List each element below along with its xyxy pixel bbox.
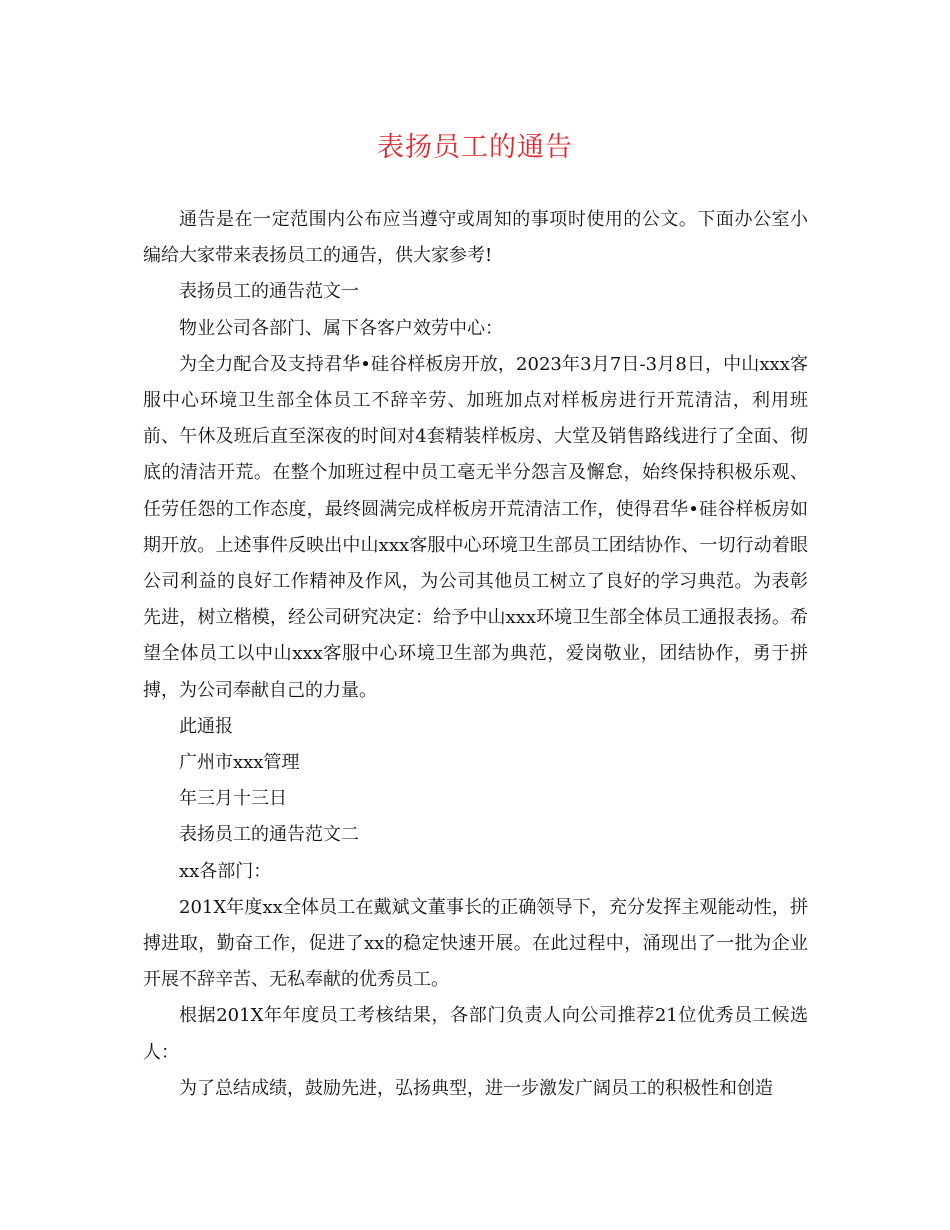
body-paragraph-four: 为了总结成绩，鼓励先进，弘扬典型，进一步激发广阔员工的积极性和创造 bbox=[179, 1077, 773, 1099]
section-heading-two: 表扬员工的通告范文二 bbox=[179, 824, 359, 846]
document-body bbox=[143, 202, 808, 1107]
salutation-two: xx各部门： bbox=[179, 860, 272, 882]
salutation-one: 物业公司各部门、属下各客户效劳中心： bbox=[179, 317, 503, 339]
closing-line: 此通报 bbox=[179, 715, 233, 737]
signature-organization: 广州市xxx管理 bbox=[179, 752, 300, 774]
body-paragraph-two: 201X年度xx全体员工在戴斌文董事长的正确领导下，充分发挥主观能动性，拼搏进取，勤奋工作，促进了xx的稳定快速开展。在此过程中，涌现出了一批为企业开展不辞辛苦、无私奉献的优秀员工。 bbox=[143, 896, 808, 991]
body-paragraph-three: 根据201X年年度员工考核结果，各部门负责人向公司推荐21位优秀员工候选人： bbox=[143, 1005, 808, 1063]
section-heading-one: 表扬员工的通告范文一 bbox=[179, 281, 359, 303]
document-title: 表扬员工的通告 bbox=[377, 132, 573, 163]
signature-date: 年三月十三日 bbox=[179, 788, 287, 810]
intro-paragraph: 通告是在一定范围内公布应当遵守或周知的事项时使用的公文。下面办公室小编给大家带来表扬员工的通告，供大家参考! bbox=[143, 209, 808, 267]
body-paragraph-one: 为全力配合及支持君华•硅谷样板房开放，2023年3月7日-3月8日，中山xxx客服中心环境卫生部全体员工不辞辛劳、加班加点对样板房进行开荒清洁，利用班前、午休及班后直至深夜的时间对4套精装样板房、大堂及销售路线进行了全面、彻底的清洁开荒。在整个加班过程中员工毫无半分怨言及懈怠，始终保持积极乐观、任劳任怨的工作态度，最终圆满完成样板房开荒清洁工作，使得君华•硅谷样板房如期开放。上述事件反映出中山xxx客服中心环境卫生部员工团结协作、一切行动着眼公司利益的良好工作精神及作风，为公司其他员工树立了良好的学习典范。为表彰先进，树立楷模，经公司研究决定：给予中山xxx环境卫生部全体员工通报表扬。希望全体员工以中山xxx客服中心环境卫生部为典范，爱岗敬业，团结协作，勇于拼搏，为公司奉献自己的力量。 bbox=[143, 353, 808, 701]
